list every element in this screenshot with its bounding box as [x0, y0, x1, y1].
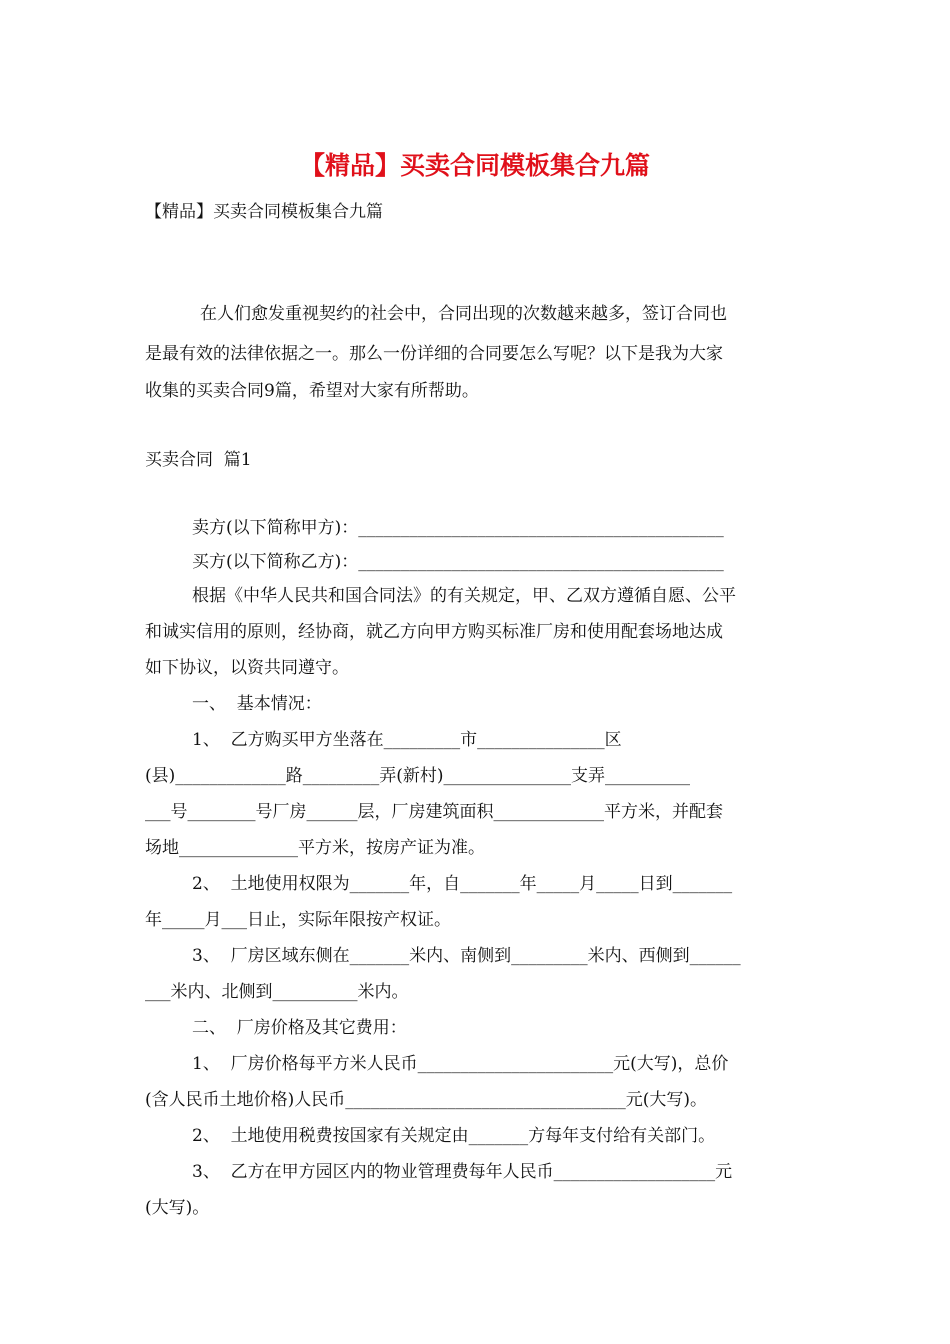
body-line: (大写)。 — [145, 1198, 210, 1218]
body-line: ___号________号厂房______层，厂房建筑面积_____________平方米，并配套 — [145, 802, 723, 822]
section-heading: 买卖合同 篇1 — [145, 450, 252, 470]
document-subtitle: 【精品】买卖合同模板集合九篇 — [145, 202, 383, 222]
body-line: 1、 乙方购买甲方坐落在_________市_______________区 — [192, 730, 622, 750]
body-line: (县)_____________路_________弄(新村)_______________支弄__________ — [145, 766, 691, 786]
body-line: 1、 厂房价格每平方米人民币_______________________元(大写)，总价 — [192, 1054, 729, 1074]
body-line: 如下协议，以资共同遵守。 — [145, 658, 349, 678]
body-line: 3、 厂房区域东侧在_______米内、南侧到_________米内、西侧到______ — [192, 946, 741, 966]
body-line: 场地______________平方米，按房产证为准。 — [145, 838, 485, 858]
clause-heading: 二、 厂房价格及其它费用： — [192, 1018, 407, 1038]
intro-line-2: 是最有效的法律依据之一。那么一份详细的合同要怎么写呢？以下是我为大家 — [145, 344, 723, 364]
body-line: 3、 乙方在甲方园区内的物业管理费每年人民币___________________元 — [192, 1162, 733, 1182]
intro-line-3: 收集的买卖合同9篇，希望对大家有所帮助。 — [145, 381, 479, 401]
seller-line: 卖方(以下简称甲方)：___________________________________________ — [192, 518, 724, 538]
body-line: 2、 土地使用税费按国家有关规定由_______方每年支付给有关部门。 — [192, 1126, 716, 1146]
body-line: 根据《中华人民共和国合同法》的有关规定，甲、乙双方遵循自愿、公平 — [192, 586, 736, 606]
body-line: 2、 土地使用权限为_______年，自_______年_____月_____日到_______ — [192, 874, 733, 894]
clause-heading: 一、 基本情况： — [192, 694, 322, 714]
body-line: 年_____月___日止，实际年限按产权证。 — [145, 910, 451, 930]
intro-line-1: 在人们愈发重视契约的社会中，合同出现的次数越来越多，签订合同也 — [200, 304, 727, 324]
body-line: 和诚实信用的原则，经协商，就乙方向甲方购买标准厂房和使用配套场地达成 — [145, 622, 723, 642]
body-line: (含人民币土地价格)人民币_________________________________元(大写)。 — [145, 1090, 708, 1110]
body-line: ___米内、北侧到__________米内。 — [145, 982, 409, 1002]
document-title: 【精品】买卖合同模板集合九篇 — [299, 151, 650, 180]
buyer-line: 买方(以下简称乙方)：___________________________________________ — [192, 552, 724, 572]
